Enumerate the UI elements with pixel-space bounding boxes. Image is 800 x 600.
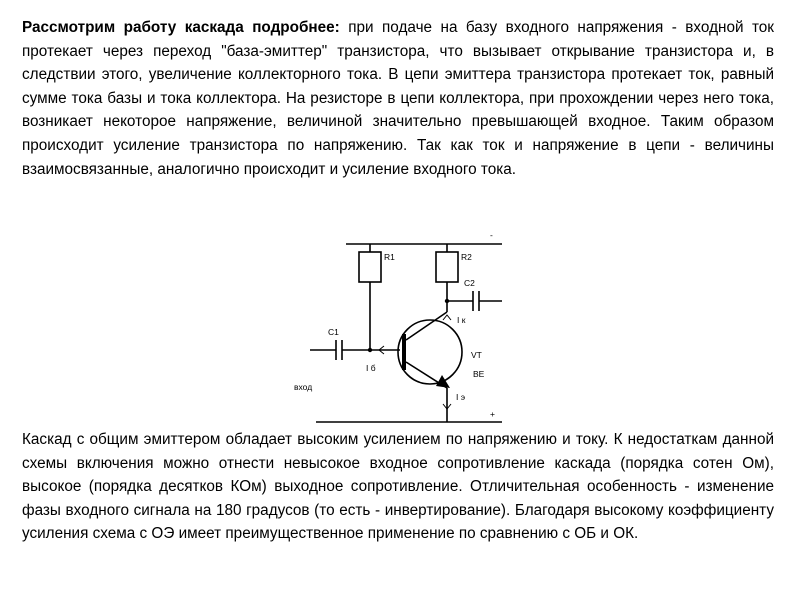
label-c1: C1 [328, 327, 339, 337]
base-junction-dot [368, 348, 372, 352]
label-plus: + [490, 409, 495, 419]
common-emitter-circuit-diagram [280, 230, 520, 430]
collector-current-arrow [443, 315, 451, 320]
label-ie: I э [456, 392, 466, 402]
intro-text: при подаче на базу входного напряжения - входной ток протекает через переход "база-эмиттер" транзистора, что вызывает открывание транзистора и, в следствии этого, увеличение коллекторного тока. В цепи эмиттера транзистора протекает ток, равный сумме тока базы и тока коллектора. На резисторе в цепи коллектора, при прохождении через него тока, возникает некоторое напряжение, величиной значительно превышающей входное. Таким образом происходит усиление транзистора по напряжению. Так как ток и напряжение в цепи - величины взаимосвязанные, аналогично происходит и усиление входного тока. [22, 19, 774, 178]
label-r1: R1 [384, 252, 395, 262]
intro-paragraph [22, 16, 774, 181]
label-input: вход [294, 382, 313, 392]
label-minus: - [490, 230, 493, 240]
collector-junction-dot [445, 299, 449, 303]
label-r2: R2 [461, 252, 472, 262]
intro-heading: Рассмотрим работу каскада подробнее: [22, 19, 340, 36]
transistor-vt-body [398, 320, 462, 384]
label-ib: I б [366, 363, 376, 373]
label-be: ВЕ [473, 369, 485, 379]
label-vt: VT [471, 350, 482, 360]
label-c2: C2 [464, 278, 475, 288]
resistor-r2 [436, 252, 458, 282]
label-ik: I к [457, 315, 466, 325]
resistor-r1 [359, 252, 381, 282]
conclusion-paragraph: Каскад с общим эмиттером обладает высоким усилением по напряжению и току. К недостаткам данной схемы включения можно отнести невысокое входное сопротивление каскада (порядка сотен Ом), высокое (порядка десятков КОм) выходное сопротивление. Отличительная особенность - изменение фазы входного сигнала на 180 градусов (то есть - инвертирование). Благодаря высокому коэффициенту усиления схема с ОЭ имеет преимущественное применение по сравнению с ОБ и ОК. [22, 431, 774, 543]
